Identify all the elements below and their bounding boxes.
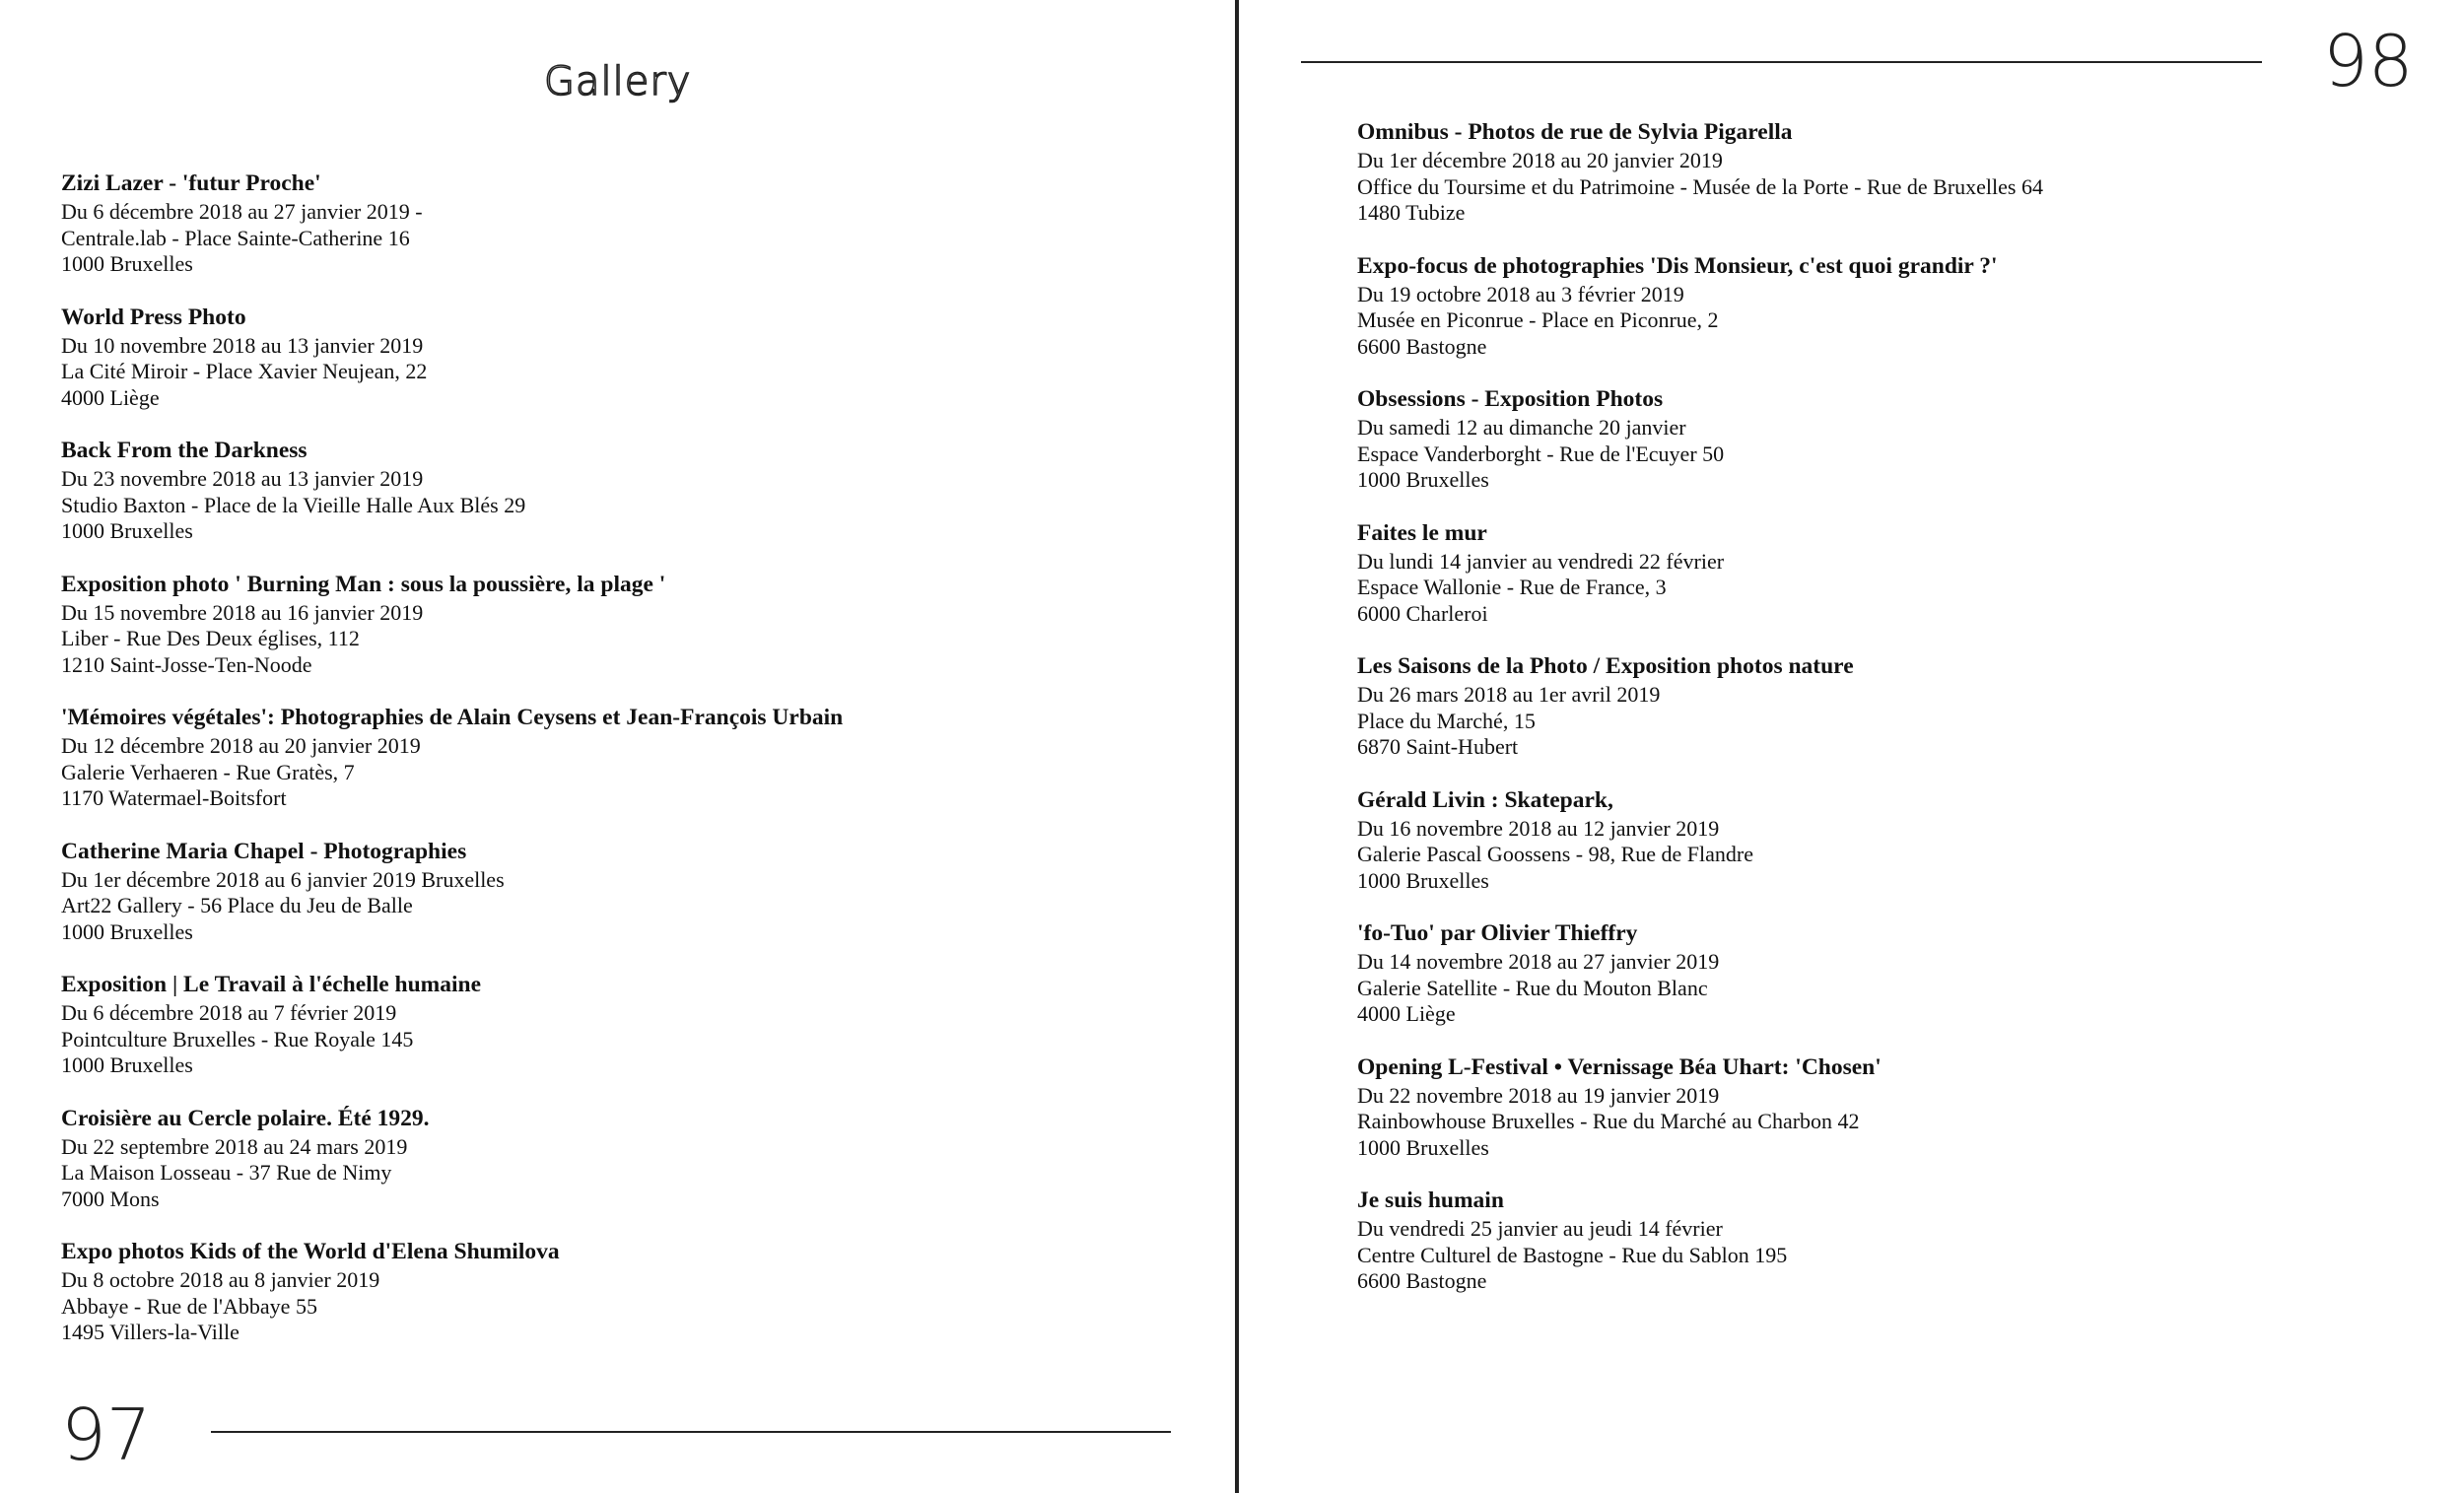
event-venue: Liber - Rue Des Deux églises, 112 [61, 626, 360, 650]
event-city: 6600 Bastogne [1357, 1268, 1487, 1293]
event-dates: Du 6 décembre 2018 au 27 janvier 2019 - [61, 199, 423, 224]
event-dates: Du 16 novembre 2018 au 12 janvier 2019 [1357, 815, 1720, 841]
event-city: 1210 Saint-Josse-Ten-Noode [61, 651, 312, 677]
event-city: 1000 Bruxelles [61, 251, 193, 276]
event-dates: Du 19 octobre 2018 au 3 février 2019 [1357, 281, 1684, 306]
event-title: Expo photos Kids of the World d'Elena Shumilova [61, 1239, 560, 1264]
event-title: Exposition | Le Travail à l'échelle humaine [61, 972, 482, 997]
event-entry [61, 569, 1165, 679]
event-title: 'fo-Tuo' par Olivier Thieffry [1357, 920, 1638, 946]
event-venue: Centre Culturel de Bastogne - Rue du Sablon 195 [1357, 1242, 1788, 1267]
event-venue: La Cité Miroir - Place Xavier Neujean, 22 [61, 359, 428, 383]
event-dates: Du 8 octobre 2018 au 8 janvier 2019 [61, 1267, 380, 1292]
event-dates: Du lundi 14 janvier au vendredi 22 février [1357, 548, 1725, 574]
event-title: Opening L-Festival • Vernissage Béa Uhart: 'Chosen' [1357, 1053, 1882, 1080]
event-entry [61, 969, 1165, 1079]
event-venue: Rainbowhouse Bruxelles - Rue du Marché au Charbon 42 [1357, 1109, 1860, 1133]
event-venue: Abbaye - Rue de l'Abbaye 55 [61, 1293, 317, 1319]
event-city: 1000 Bruxelles [61, 1052, 193, 1077]
event-venue: La Maison Losseau - 37 Rue de Nimy [61, 1160, 392, 1185]
event-title: Exposition photo ' Burning Man : sous la poussière, la plage ' [61, 571, 666, 597]
event-entry [1357, 784, 2441, 895]
event-entry [61, 168, 1165, 278]
event-title: 'Mémoires végétales': Photographies de Alain Ceysens et Jean-François Urbain [61, 705, 844, 730]
event-title: Omnibus - Photos de rue de Sylvia Pigarella [1357, 119, 1793, 145]
event-venue: Espace Vanderborght - Rue de l'Ecuyer 50 [1357, 441, 1725, 466]
event-entry [1357, 116, 2441, 227]
right-page [1239, 0, 2464, 1493]
footer-rule-left [211, 1431, 1171, 1433]
event-title: Expo-focus de photographies 'Dis Monsieur, c'est quoi grandir ?' [1357, 252, 1998, 279]
event-city: 4000 Liège [1357, 1001, 1456, 1026]
event-venue: Office du Toursime et du Patrimoine - Musée de la Porte - Rue de Bruxelles 64 [1357, 173, 2043, 199]
event-city: 4000 Liège [61, 384, 160, 410]
event-title: Je suis humain [1357, 1188, 1504, 1213]
header-rule-right [1301, 61, 2262, 63]
event-entry [1357, 650, 2441, 761]
event-dates: Du 15 novembre 2018 au 16 janvier 2019 [61, 599, 424, 625]
event-city: 1170 Watermael-Boitsfort [61, 785, 287, 810]
event-entry [61, 1236, 1165, 1346]
event-entry [61, 435, 1165, 545]
event-entry [61, 836, 1165, 946]
event-city: 1480 Tubize [1357, 200, 1466, 225]
event-title: World Press Photo [61, 304, 246, 330]
event-entry [61, 702, 1165, 812]
event-city: 6870 Saint-Hubert [1357, 734, 1519, 759]
event-dates: Du 1er décembre 2018 au 20 janvier 2019 [1357, 148, 1723, 172]
event-city: 1000 Bruxelles [1357, 467, 1489, 492]
event-entry [1357, 383, 2441, 494]
event-entry [1357, 517, 2441, 628]
event-city: 1000 Bruxelles [61, 518, 193, 543]
event-title: Gérald Livin : Skatepark, [1357, 786, 1613, 813]
event-entry [61, 302, 1165, 412]
event-venue: Studio Baxton - Place de la Vieille Halle Aux Blés 29 [61, 492, 526, 517]
gallery-title: Gallery [544, 59, 692, 104]
event-title: Back From the Darkness [61, 438, 308, 463]
event-dates: Du 12 décembre 2018 au 20 janvier 2019 [61, 733, 421, 758]
event-dates: Du 22 septembre 2018 au 24 mars 2019 [61, 1133, 408, 1159]
event-entry [1357, 1185, 2441, 1295]
right-event-list [1357, 116, 2441, 1319]
event-venue: Art22 Gallery - 56 Place du Jeu de Balle [61, 893, 413, 917]
event-title: Zizi Lazer - 'futur Proche' [61, 170, 321, 196]
event-venue: Place du Marché, 15 [1357, 708, 1536, 733]
event-city: 1000 Bruxelles [1357, 1134, 1489, 1160]
event-venue: Galerie Satellite - Rue du Mouton Blanc [1357, 975, 1708, 1000]
event-title: Obsessions - Exposition Photos [1357, 386, 1664, 412]
event-city: 1000 Bruxelles [1357, 867, 1489, 893]
event-venue: Espace Wallonie - Rue de France, 3 [1357, 575, 1667, 599]
event-dates: Du 14 novembre 2018 au 27 janvier 2019 [1357, 949, 1720, 974]
event-city: 1000 Bruxelles [61, 918, 193, 944]
event-city: 6000 Charleroi [1357, 600, 1488, 626]
event-title: Les Saisons de la Photo / Exposition photos nature [1357, 653, 1854, 679]
event-venue: Musée en Piconrue - Place en Piconrue, 2 [1357, 307, 1719, 332]
event-dates: Du vendredi 25 janvier au jeudi 14 février [1357, 1216, 1723, 1241]
page-number-right: 98 [2323, 20, 2414, 102]
event-dates: Du 10 novembre 2018 au 13 janvier 2019 [61, 332, 424, 358]
event-city: 7000 Mons [61, 1186, 160, 1211]
event-title: Croisière au Cercle polaire. Été 1929. [61, 1105, 430, 1131]
event-venue: Galerie Verhaeren - Rue Gratès, 7 [61, 759, 355, 784]
event-entry [1357, 917, 2441, 1028]
event-venue: Galerie Pascal Goossens - 98, Rue de Flandre [1357, 842, 1754, 866]
event-entry [61, 1103, 1165, 1213]
event-dates: Du 1er décembre 2018 au 6 janvier 2019 Bruxelles [61, 866, 505, 892]
event-city: 1495 Villers-la-Ville [61, 1320, 240, 1344]
event-dates: Du samedi 12 au dimanche 20 janvier [1357, 415, 1686, 440]
event-dates: Du 22 novembre 2018 au 19 janvier 2019 [1357, 1082, 1720, 1108]
page-number-left: 97 [61, 1393, 152, 1476]
event-venue: Pointculture Bruxelles - Rue Royale 145 [61, 1026, 414, 1052]
event-dates: Du 26 mars 2018 au 1er avril 2019 [1357, 682, 1661, 707]
event-entry [1357, 250, 2441, 361]
event-venue: Centrale.lab - Place Sainte-Catherine 16 [61, 225, 410, 250]
event-city: 6600 Bastogne [1357, 333, 1487, 359]
left-event-list [61, 168, 1165, 1370]
event-title: Faites le mur [1357, 519, 1487, 546]
event-title: Catherine Maria Chapel - Photographies [61, 838, 467, 864]
event-entry [1357, 1052, 2441, 1162]
event-dates: Du 6 décembre 2018 au 7 février 2019 [61, 1000, 397, 1025]
event-dates: Du 23 novembre 2018 au 13 janvier 2019 [61, 466, 424, 491]
